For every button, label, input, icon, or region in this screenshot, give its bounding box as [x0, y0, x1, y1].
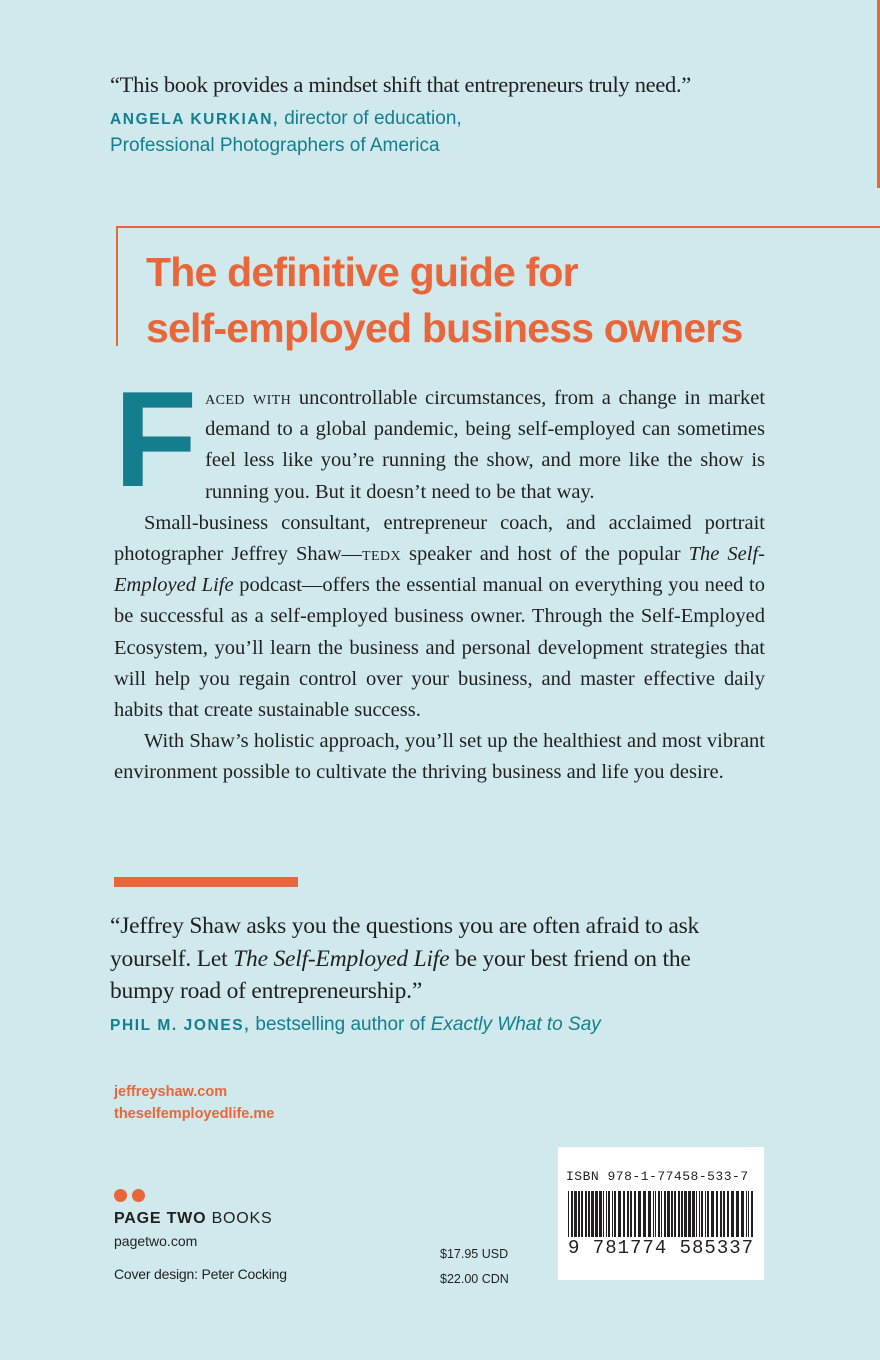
bottom-endorsement-attribution — [110, 1012, 750, 1039]
bottom-endorsement-author: PHIL M. JONES, — [110, 1016, 251, 1034]
isbn-barcode — [558, 1147, 764, 1280]
book-description — [114, 363, 766, 789]
headline-line-2: self-employed business owners — [146, 305, 743, 351]
tedx-label: tedx — [362, 543, 401, 566]
top-endorsement — [110, 72, 830, 159]
top-endorsement-author: ANGELA KURKIAN, — [110, 111, 279, 128]
price-usd: $17.95 USD — [440, 1247, 509, 1261]
isbn-label: ISBN 978-1-77458-533-7 — [566, 1169, 749, 1184]
bottom-endorsement-role: bestselling author of — [250, 1013, 431, 1035]
barcode-number: 9 781774 585337 — [568, 1237, 755, 1259]
description-paragraph-1 — [114, 363, 766, 515]
p2-text-a: Small-business consultant, entrepreneur coach, and acclaimed portrait photographer Jeffrey Shaw— — [114, 511, 765, 566]
publisher-name — [114, 1210, 272, 1228]
publisher-name-bold: PAGE TWO — [114, 1210, 207, 1227]
top-endorsement-quote: “This book provides a mindset shift that entrepreneurs truly need.” — [110, 72, 691, 97]
podcast-title: The Self-Employed Life — [114, 543, 765, 597]
description-paragraph-1-text: uncontrollable circumstances, from a change in market demand to a global pandemic, being self-employed can sometimes feel less like you’re running the show, and more like the show is running you. But it doesn’t need to be that way. — [205, 387, 766, 503]
bottom-endorsement-quote — [110, 910, 750, 1008]
quote2-text-b: be your best friend on the bumpy road of entrepreneurship.” — [110, 945, 691, 1004]
publisher-site[interactable]: pagetwo.com — [114, 1233, 198, 1249]
lead-in-smallcaps: aced with — [205, 387, 292, 409]
quote2-text-a: “Jeffrey Shaw asks you the questions you are often afraid to ask yourself. Let — [110, 913, 700, 972]
p2-text-b: speaker and host of the popular — [400, 543, 689, 566]
website-links — [114, 1081, 274, 1125]
logo-dot-2 — [132, 1189, 145, 1202]
drop-cap: F — [114, 363, 196, 515]
publisher-logo-dots — [114, 1189, 150, 1207]
quote2-book-title: The Self-Employed Life — [233, 945, 450, 972]
bottom-endorsement — [110, 910, 750, 1039]
logo-dot-1 — [114, 1189, 127, 1202]
cover-design-credit: Cover design: Peter Cocking — [114, 1266, 287, 1282]
headline — [146, 244, 743, 356]
prices — [440, 1242, 509, 1292]
description-paragraph-2 — [114, 508, 765, 726]
bottom-endorsement-book: Exactly What to Say — [430, 1013, 601, 1035]
p2-text-c: podcast—offers the essential manual on everything you need to be successful as a self-employed business owner. Through the Self-Employed Ecosystem, you’ll learn the business and personal development strategies that will help you regain control over your business, and master effective daily habits that create sustainable success. — [114, 574, 765, 722]
top-endorsement-role: director of education, — [278, 108, 462, 129]
link-jeffreyshaw[interactable]: jeffreyshaw.com — [114, 1084, 228, 1100]
top-endorsement-attribution — [110, 106, 830, 159]
top-endorsement-organization: Professional Photographers of America — [110, 135, 440, 156]
description-paragraph-3: With Shaw’s holistic approach, you’ll set up the healthiest and most vibrant environment possible to cultivate the thriving business and life you desire. — [114, 730, 765, 784]
orange-divider — [114, 877, 298, 887]
publisher-name-rest: BOOKS — [206, 1210, 273, 1227]
link-selfemployedlife[interactable]: theselfemployedlife.me — [114, 1106, 275, 1122]
price-cdn: $22.00 CDN — [440, 1272, 509, 1286]
headline-line-1: The definitive guide for — [146, 249, 578, 295]
